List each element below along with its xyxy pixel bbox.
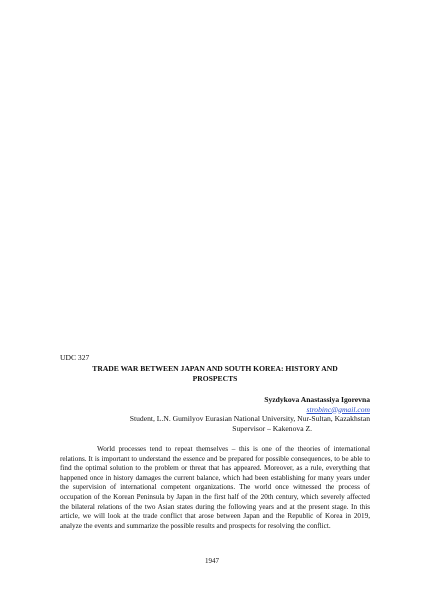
supervisor-line: Supervisor – Kakenova Z. — [232, 423, 312, 433]
author-affiliation: Student, L.N. Gumilyov Eurasian National University, Nur-Sultan, Kazakhstan — [129, 414, 370, 423]
abstract-paragraph: World processes tend to repeat themselves – this is one of the theories of international relations. It is important to understand the essence and be prepared for possible consequences, to be able to find the optimal solution to the problem or threat that has appeared. Moreover, as a rule, everything that happened once in history damages the current balance, which had been establishing for many years under the supervision of international competent organizations. The world once witnessed the process of occupation of the Korean Peninsula by Japan in the first half of the 20th century, which severely affected the bilateral relations of the two Asian states during the following years and at the present stage. In this article, we will look at the trade conflict that arose between Japan and the Republic of Korea in 2019, analyze the events and summarize the possible results and prospects for resolving the conflict. — [60, 445, 370, 530]
author-name: Syzdykova Anastassiya Igorevna — [264, 395, 370, 404]
author-block — [60, 395, 370, 433]
paper-title — [60, 364, 370, 383]
udc-code: UDC 327 — [60, 353, 90, 362]
paper-title-line-1: TRADE WAR BETWEEN JAPAN AND SOUTH KOREA: HISTORY AND — [92, 364, 338, 373]
author-email-link[interactable]: strobinc@gmail.com — [306, 404, 370, 414]
page-number: 1947 — [205, 557, 219, 565]
paper-title-line-2: PROSPECTS — [192, 373, 238, 383]
